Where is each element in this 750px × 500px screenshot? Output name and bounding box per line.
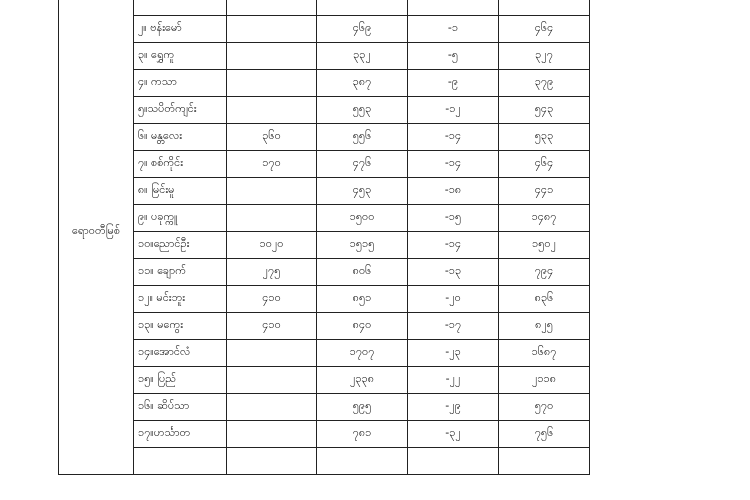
station-name-cell: ၄။ ကသာ — [134, 70, 227, 97]
station-name-cell: ၁၂။ မင်းဘူး — [134, 286, 227, 313]
change-cell: -၁၄ — [408, 124, 499, 151]
danger-level-cell — [227, 97, 317, 124]
table-row — [59, 178, 590, 205]
danger-level-cell — [227, 0, 317, 16]
table-row — [59, 0, 590, 16]
water-level-cell: ၅၉၅ — [317, 394, 408, 421]
table-row — [59, 394, 590, 421]
water-level-cell: ၃၈၇ — [317, 70, 408, 97]
table-row — [59, 313, 590, 340]
water-level-cell: ၁၅၁၅ — [317, 232, 408, 259]
change-cell: -၂၀ — [408, 286, 499, 313]
forecast-level-cell: ၁၅၀၂ — [499, 232, 590, 259]
change-cell: -၂၂ — [408, 367, 499, 394]
forecast-level-cell: ၂၁၁၈ — [499, 367, 590, 394]
station-name-cell — [134, 448, 227, 475]
danger-level-cell: ၁၇၀ — [227, 151, 317, 178]
water-level-cell: ၈၄၀ — [317, 313, 408, 340]
change-cell: -၁၄ — [408, 232, 499, 259]
danger-level-cell: ၃၆၀ — [227, 124, 317, 151]
water-level-cell: ၇၈၁ — [317, 421, 408, 448]
table-row — [59, 151, 590, 178]
water-level-cell: ၂၃၃၈ — [317, 367, 408, 394]
danger-level-cell — [227, 43, 317, 70]
water-level-cell: ၈၅၁ — [317, 286, 408, 313]
forecast-level-cell — [499, 0, 590, 16]
danger-level-cell: ၁၀၂၀ — [227, 232, 317, 259]
station-name-cell: ၁၆။ ဆိပ်သာ — [134, 394, 227, 421]
table-row — [59, 448, 590, 475]
forecast-level-cell: ၃၇၉ — [499, 70, 590, 97]
change-cell: -၁၇ — [408, 313, 499, 340]
change-cell — [408, 0, 499, 16]
table-row — [59, 421, 590, 448]
danger-level-cell — [227, 367, 317, 394]
station-name-cell: ၉။ ပခုက္ကူ — [134, 205, 227, 232]
danger-level-cell: ၂၇၅ — [227, 259, 317, 286]
forecast-level-cell: ၁၆၈၇ — [499, 340, 590, 367]
forecast-level-cell — [499, 448, 590, 475]
table-row — [59, 367, 590, 394]
table-row — [59, 43, 590, 70]
table-row — [59, 16, 590, 43]
change-cell: -၉ — [408, 70, 499, 97]
change-cell: -၂၃ — [408, 340, 499, 367]
station-name-cell: ၁၄။အောင်လံ — [134, 340, 227, 367]
change-cell: -၁၄ — [408, 151, 499, 178]
change-cell: -၃၂ — [408, 421, 499, 448]
table-row — [59, 340, 590, 367]
station-name-cell: ၈။ မြင်းမူ — [134, 178, 227, 205]
danger-level-cell — [227, 340, 317, 367]
water-level-cell: ၄၆၉ — [317, 16, 408, 43]
change-cell: -၁၈ — [408, 178, 499, 205]
station-name-cell: ၆။ မန္တလေး — [134, 124, 227, 151]
change-cell: -၅ — [408, 43, 499, 70]
danger-level-cell — [227, 394, 317, 421]
table-row — [59, 205, 590, 232]
water-level-cell: ၈၀၆ — [317, 259, 408, 286]
danger-level-cell — [227, 178, 317, 205]
change-cell: -၁၃ — [408, 259, 499, 286]
water-level-cell: ၅၅၆ — [317, 124, 408, 151]
water-level-cell: ၅၅၃ — [317, 97, 408, 124]
table-row — [59, 124, 590, 151]
forecast-level-cell: ၄၆၄ — [499, 16, 590, 43]
station-name-cell: ၇။ စစ်ကိုင်း — [134, 151, 227, 178]
danger-level-cell — [227, 421, 317, 448]
station-name-cell: ၁၁။ ချောက် — [134, 259, 227, 286]
water-level-cell: ၁၇၀၇ — [317, 340, 408, 367]
forecast-level-cell: ၇၅၆ — [499, 421, 590, 448]
danger-level-cell — [227, 16, 317, 43]
station-name-cell: ၁၇။ဟင်္သာတ — [134, 421, 227, 448]
change-cell: -၁၂ — [408, 97, 499, 124]
forecast-level-cell: ၅၃၃ — [499, 124, 590, 151]
danger-level-cell — [227, 70, 317, 97]
station-name-cell: ၅။သပိတ်ကျင်း — [134, 97, 227, 124]
table-body — [59, 0, 590, 475]
station-name-cell — [134, 0, 227, 16]
forecast-level-cell: ၈၃၆ — [499, 286, 590, 313]
forecast-level-cell: ၁၄၈၇ — [499, 205, 590, 232]
change-cell: -၂၉ — [408, 394, 499, 421]
water-level-cell: ၄၅၃ — [317, 178, 408, 205]
table-row — [59, 259, 590, 286]
water-level-cell — [317, 0, 408, 16]
danger-level-cell — [227, 448, 317, 475]
water-level-cell: ၄၇၆ — [317, 151, 408, 178]
danger-level-cell: ၄၁၀ — [227, 286, 317, 313]
forecast-level-cell: ၈၂၅ — [499, 313, 590, 340]
danger-level-cell: ၄၁၀ — [227, 313, 317, 340]
danger-level-cell — [227, 205, 317, 232]
region-label: ရောဝတီမြစ် — [59, 0, 134, 475]
change-cell: -၁ — [408, 16, 499, 43]
station-name-cell: ၁၀။ညောင်ဦး — [134, 232, 227, 259]
station-name-cell: ၂။ ဗန်းမော် — [134, 16, 227, 43]
forecast-level-cell: ၄၆၄ — [499, 151, 590, 178]
station-name-cell: ၃။ ရွှေကူ — [134, 43, 227, 70]
station-name-cell: ၁၅။ ပြည် — [134, 367, 227, 394]
water-level-table — [58, 0, 590, 475]
station-name-cell: ၁၃။ မကွေး — [134, 313, 227, 340]
water-level-cell: ၃၃၂ — [317, 43, 408, 70]
table-row — [59, 97, 590, 124]
forecast-level-cell: ၅၇၀ — [499, 394, 590, 421]
water-level-cell — [317, 448, 408, 475]
change-cell: -၁၅ — [408, 205, 499, 232]
forecast-level-cell: ၅၄၃ — [499, 97, 590, 124]
change-cell — [408, 448, 499, 475]
table-row — [59, 286, 590, 313]
forecast-level-cell: ၄၄၁ — [499, 178, 590, 205]
forecast-level-cell: ၇၉၄ — [499, 259, 590, 286]
water-level-cell: ၁၅၀၀ — [317, 205, 408, 232]
table-row — [59, 232, 590, 259]
forecast-level-cell: ၃၂၇ — [499, 43, 590, 70]
table-row — [59, 70, 590, 97]
